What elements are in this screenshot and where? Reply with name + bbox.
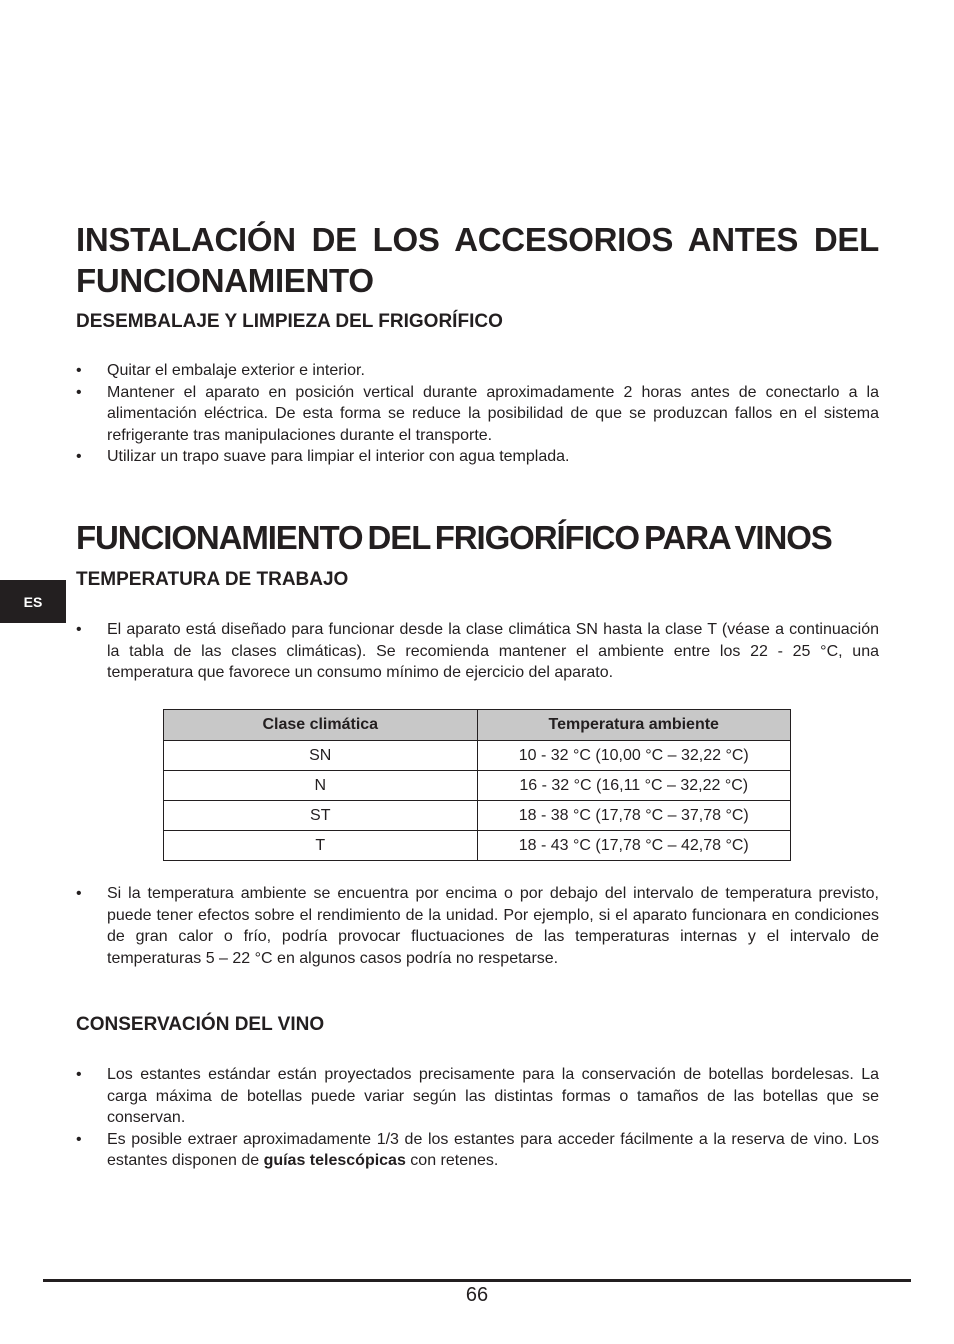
table-row (164, 801, 791, 831)
bullet-icon: • (76, 885, 82, 902)
table-cell: SN (164, 741, 478, 771)
bullet-icon: • (76, 362, 82, 379)
list-item (76, 1064, 879, 1129)
list-item-text: Es posible extraer aproximadamente 1/3 de los estantes para acceder fácilmente a la reserva de vino. Los estantes disponen de (107, 1130, 879, 1169)
bullet-icon: • (76, 621, 82, 638)
table-cell: 10 - 32 °C (10,00 °C – 32,22 °C) (477, 741, 791, 771)
list-item-text: Quitar el embalaje exterior e interior. (107, 362, 365, 379)
list-item-text: Los estantes estándar están proyectados precisamente para la conservación de botellas bordelesas. La carga máxima de botellas puede variar según las distintas formas o tamaños de las botellas que se conservan. (107, 1066, 879, 1126)
bullet-icon: • (76, 1130, 82, 1148)
list-item (76, 446, 879, 468)
column-header-ambient-temperature: Temperatura ambiente (477, 710, 791, 741)
table-cell: N (164, 771, 478, 801)
table-row (164, 771, 791, 801)
list-item-text: El aparato está diseñado para funcionar desde la clase climática SN hasta la clase T (véase a continuación la tabla de las clases climáticas). Se recomienda mantener el ambiente entre los 22 - 25 °C, una temperatura que favorece un consumo mínimo de ejercicio del aparato. (107, 621, 879, 681)
bullet-icon: • (76, 1066, 82, 1083)
wine-storage-list (76, 1064, 879, 1172)
table-header-row (164, 710, 791, 741)
bullet-icon: • (76, 448, 82, 465)
bullet-icon: • (76, 383, 82, 401)
climate-class-table (163, 709, 791, 861)
list-item (76, 360, 879, 382)
page-number: 66 (465, 1284, 489, 1306)
list-item-text: Mantener el aparato en posición vertical durante aproximadamente 2 horas antes de conectarlo a la alimentación eléctrica. De esta forma se reduce la posibilidad de que se produzcan fallos en el sistema refrigerante tras manipulaciones durante el transporte. (107, 383, 879, 444)
table-row (164, 831, 791, 861)
bold-term-telescopic-guides: guías telescópicas (263, 1152, 406, 1169)
table-cell: ST (164, 801, 478, 831)
subsection-title-wine-storage: CONSERVACIÓN DEL VINO (76, 1014, 325, 1035)
subsection-title-unpacking: DESEMBALAJE Y LIMPIEZA DEL FRIGORÍFICO (76, 311, 503, 332)
temperature-list (76, 619, 879, 684)
table-cell: T (164, 831, 478, 861)
section-title-installation: INSTALACIÓN DE LOS ACCESORIOS ANTES DEL FUNCIONAMIENTO (76, 221, 879, 299)
list-item-text-end: con retenes. (405, 1152, 499, 1169)
list-item (76, 382, 879, 447)
list-item (76, 883, 879, 969)
list-item-text: Utilizar un trapo suave para limpiar el interior con agua templada. (107, 448, 570, 465)
subsection-title-working-temperature: TEMPERATURA DE TRABAJO (76, 569, 349, 590)
column-header-climate-class: Clase climática (164, 710, 478, 741)
table-cell: 16 - 32 °C (16,11 °C – 32,22 °C) (477, 771, 791, 801)
unpacking-list (76, 360, 879, 468)
list-item (76, 1129, 879, 1172)
footer-divider (43, 1279, 911, 1282)
table-row (164, 741, 791, 771)
section-title-wine-fridge-operation: FUNCIONAMIENTO DEL FRIGORÍFICO PARA VINOS (76, 519, 832, 556)
table-cell: 18 - 43 °C (17,78 °C – 42,78 °C) (477, 831, 791, 861)
list-item (76, 619, 879, 684)
temperature-notes-list (76, 883, 879, 969)
list-item-text: Si la temperatura ambiente se encuentra por encima o por debajo del intervalo de temperatura previsto, puede tener efectos sobre el rendimiento de la unidad. Por ejemplo, si el aparato funcionara en condiciones de gran calor o frío, podría provocar fluctuaciones de las temperaturas internas y el intervalo de temperaturas 5 – 22 °C en algunos casos podría no respetarse. (107, 885, 879, 967)
language-tab: ES (0, 580, 66, 623)
table-cell: 18 - 38 °C (17,78 °C – 37,78 °C) (477, 801, 791, 831)
